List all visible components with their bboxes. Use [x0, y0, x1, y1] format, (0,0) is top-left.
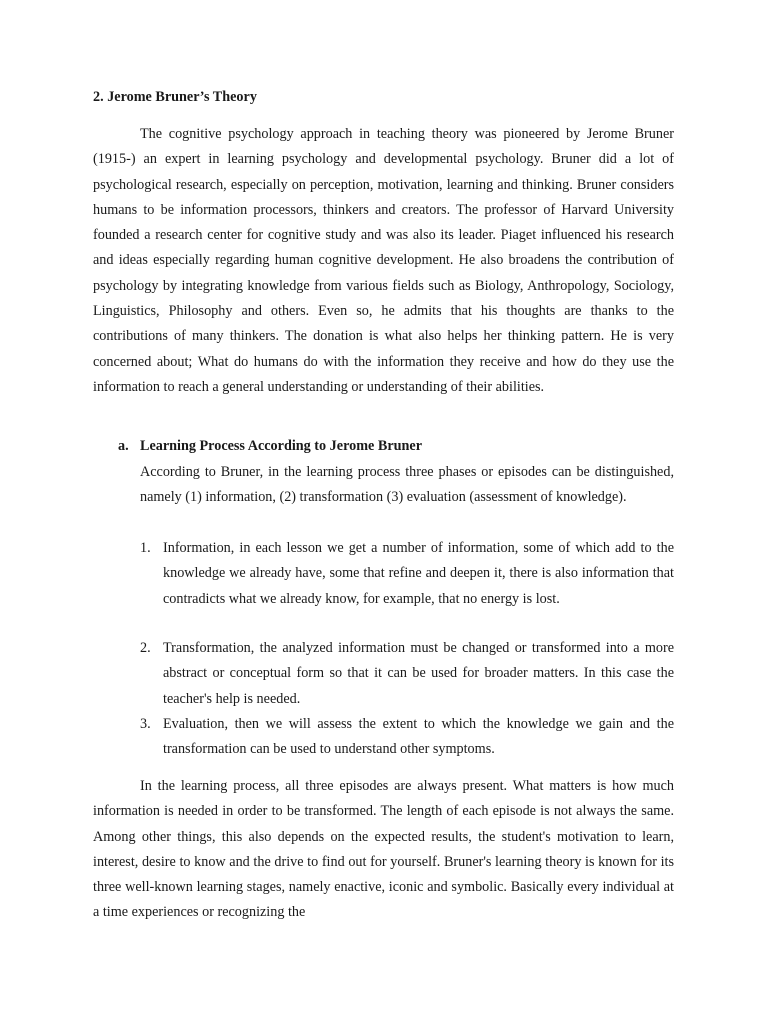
list-item-text: Transformation, the analyzed information must be changed or transformed into a more abstract or conceptual form so that it can be used for broader matters. In this case the teacher's help is needed.: [163, 640, 674, 707]
list-item-number: 1.: [140, 540, 151, 556]
list-item-number: 2.: [140, 640, 151, 656]
list-item-evaluation: [140, 712, 674, 763]
section-heading: 2. Jerome Bruner’s Theory: [93, 89, 257, 105]
subsection-title: Learning Process According to Jerome Bruner: [140, 438, 422, 454]
subsection-heading: [118, 436, 422, 456]
subsection-intro: According to Bruner, in the learning process three phases or episodes can be distinguished, namely (1) information, (2) transformation (3) evaluation (assessment of knowledge).: [140, 464, 674, 506]
list-item-text: Information, in each lesson we get a number of information, some of which add to the knowledge we already have, some that refine and deepen it, there is also information that contradicts what we already know, for example, that no energy is lost.: [163, 540, 674, 607]
list-item-transformation: [140, 636, 674, 712]
closing-paragraph: In the learning process, all three episodes are always present. What matters is how much information is needed in order to be transformed. The length of each episode is not always the same. Among other things, this also depends on the expected results, the student's motivation to learn, interest, desire to know and the drive to find out for yourself. Bruner's learning theory is known for its three well-known learning stages, namely enactive, iconic and symbolic. Basically every individual at a time experiences or recognizing the: [93, 778, 674, 921]
intro-paragraph: The cognitive psychology approach in teaching theory was pioneered by Jerome Bruner (1915-) an expert in learning psychology and developmental psychology. Bruner did a lot of psychological research, especially on perception, motivation, learning and thinking. Bruner considers humans to be information processors, thinkers and creators. The professor of Harvard University founded a research center for cognitive study and was also its leader. Piaget influenced his research and ideas especially regarding human cognitive development. He also broadens the contribution of psychology by integrating knowledge from various fields such as Biology, Anthropology, Sociology, Linguistics, Philosophy and others. Even so, he admits that his thoughts are thanks to the contributions of many thinkers. The donation is what also helps her thinking pattern. He is very concerned about; What do humans do with the information they receive and how do they use the information to reach a general understanding or understanding of their abilities.: [93, 126, 674, 395]
list-item-text: Evaluation, then we will assess the extent to which the knowledge we gain and the transformation can be used to understand other symptoms.: [163, 716, 674, 758]
list-item-number: 3.: [140, 716, 151, 732]
list-item-information: [140, 536, 674, 612]
subsection-marker: a.: [118, 438, 129, 454]
